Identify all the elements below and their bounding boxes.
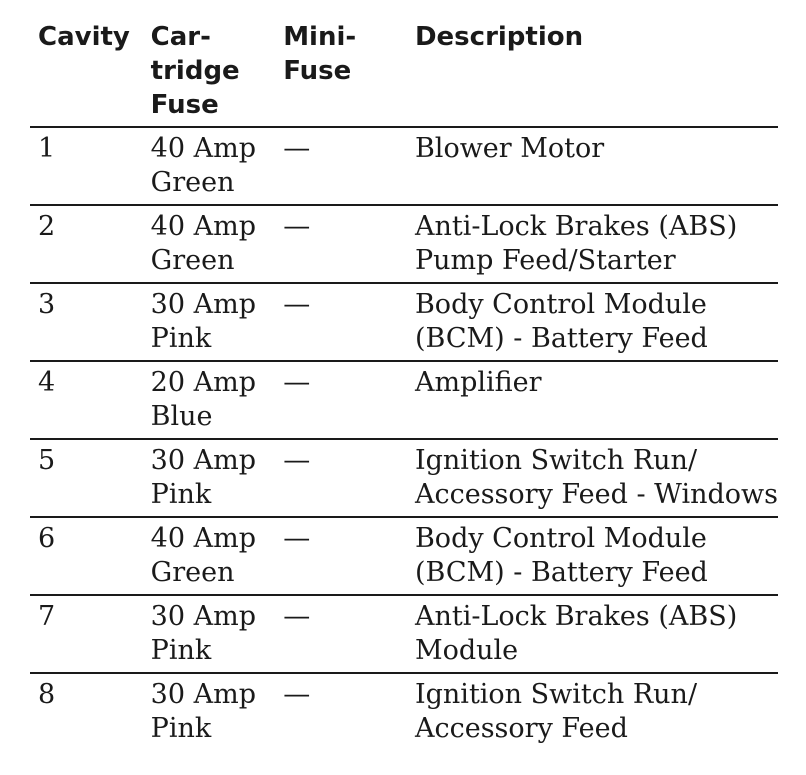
header-mini-line: Mini- <box>283 22 357 52</box>
description-cell <box>407 127 778 205</box>
header-mini-line: Fuse <box>283 56 352 86</box>
description-cell <box>407 517 778 595</box>
cavity-cell: 4 <box>30 361 143 439</box>
table-row <box>30 361 778 439</box>
description-line: (BCM) - Battery Feed <box>414 323 708 354</box>
cavity-cell: 8 <box>38 679 56 710</box>
cartridge-line: 30 Amp <box>150 445 256 476</box>
description-line: Anti-Lock Brakes (ABS) <box>414 211 738 242</box>
header-cavity-line: Cavity <box>38 22 130 52</box>
description-cell <box>407 595 778 673</box>
mini-fuse-cell: — <box>283 679 311 710</box>
description-line: Body Control Module <box>414 289 707 320</box>
table-row <box>30 595 778 673</box>
header-cartridge-line: Car- <box>150 22 211 52</box>
cartridge-line: Green <box>150 167 235 198</box>
cavity-cell: 3 <box>30 283 143 361</box>
cartridge-line: 20 Amp <box>150 367 256 398</box>
table-row <box>30 439 778 517</box>
description-line: Amplifier <box>414 367 542 398</box>
description-line: Pump Feed/Starter <box>414 245 676 276</box>
cartridge-fuse-cell <box>143 439 276 517</box>
table-header-row <box>30 16 778 127</box>
description-line: (BCM) - Battery Feed <box>414 557 708 588</box>
cartridge-fuse-cell <box>143 517 276 595</box>
cartridge-fuse-cell <box>143 361 276 439</box>
cartridge-line: Blue <box>150 401 213 432</box>
cavity-cell: 7 <box>30 595 143 673</box>
cartridge-line: Pink <box>150 479 212 510</box>
description-cell <box>407 361 778 439</box>
cartridge-line: 40 Amp <box>150 523 256 554</box>
mini-fuse-cell: — <box>275 205 407 283</box>
cartridge-line: 40 Amp <box>150 133 256 164</box>
table-row <box>30 673 778 750</box>
description-line: Ignition Switch Run/ <box>414 679 698 710</box>
header-cartridge-fuse <box>143 16 276 127</box>
cartridge-line: Pink <box>150 635 212 666</box>
mini-fuse-cell: — <box>275 361 407 439</box>
description-line: Anti-Lock Brakes (ABS) <box>414 601 738 632</box>
description-cell <box>407 439 778 517</box>
header-description-line: Description <box>414 22 584 52</box>
description-cell <box>407 283 778 361</box>
description-line: Accessory Feed - Windows <box>414 479 778 510</box>
description-line: Blower Motor <box>414 133 605 164</box>
cartridge-fuse-cell <box>143 673 276 750</box>
description-line: Accessory Feed <box>414 713 628 744</box>
cartridge-line: 40 Amp <box>150 211 256 242</box>
table-row <box>30 127 778 205</box>
mini-fuse-cell: — <box>275 595 407 673</box>
cartridge-line: Green <box>150 557 235 588</box>
description-cell <box>407 205 778 283</box>
cartridge-fuse-cell <box>143 205 276 283</box>
cartridge-line: Pink <box>150 713 212 744</box>
cavity-cell: 1 <box>30 127 143 205</box>
table-row <box>30 283 778 361</box>
header-description <box>407 16 778 127</box>
cartridge-fuse-cell <box>143 595 276 673</box>
header-cartridge-line: Fuse <box>150 90 219 120</box>
table-row <box>30 205 778 283</box>
cavity-cell: 2 <box>30 205 143 283</box>
description-line: Module <box>414 635 519 666</box>
cartridge-line: 30 Amp <box>150 679 256 710</box>
description-cell <box>407 673 778 750</box>
description-line: Ignition Switch Run/ <box>414 445 698 476</box>
cartridge-fuse-cell <box>143 283 276 361</box>
cartridge-line: 30 Amp <box>150 289 256 320</box>
cartridge-line: Pink <box>150 323 212 354</box>
fuse-table <box>30 16 778 750</box>
cartridge-fuse-cell <box>143 127 276 205</box>
cavity-cell: 6 <box>30 517 143 595</box>
header-cartridge-line: tridge <box>150 56 240 86</box>
mini-fuse-cell: — <box>275 283 407 361</box>
mini-fuse-cell: — <box>275 439 407 517</box>
header-mini-fuse <box>275 16 407 127</box>
mini-fuse-cell: — <box>275 127 407 205</box>
header-cavity <box>30 16 143 127</box>
description-line: Body Control Module <box>414 523 707 554</box>
cartridge-line: 30 Amp <box>150 601 256 632</box>
mini-fuse-cell: — <box>275 517 407 595</box>
cavity-cell: 5 <box>30 439 143 517</box>
cartridge-line: Green <box>150 245 235 276</box>
table-row <box>30 517 778 595</box>
